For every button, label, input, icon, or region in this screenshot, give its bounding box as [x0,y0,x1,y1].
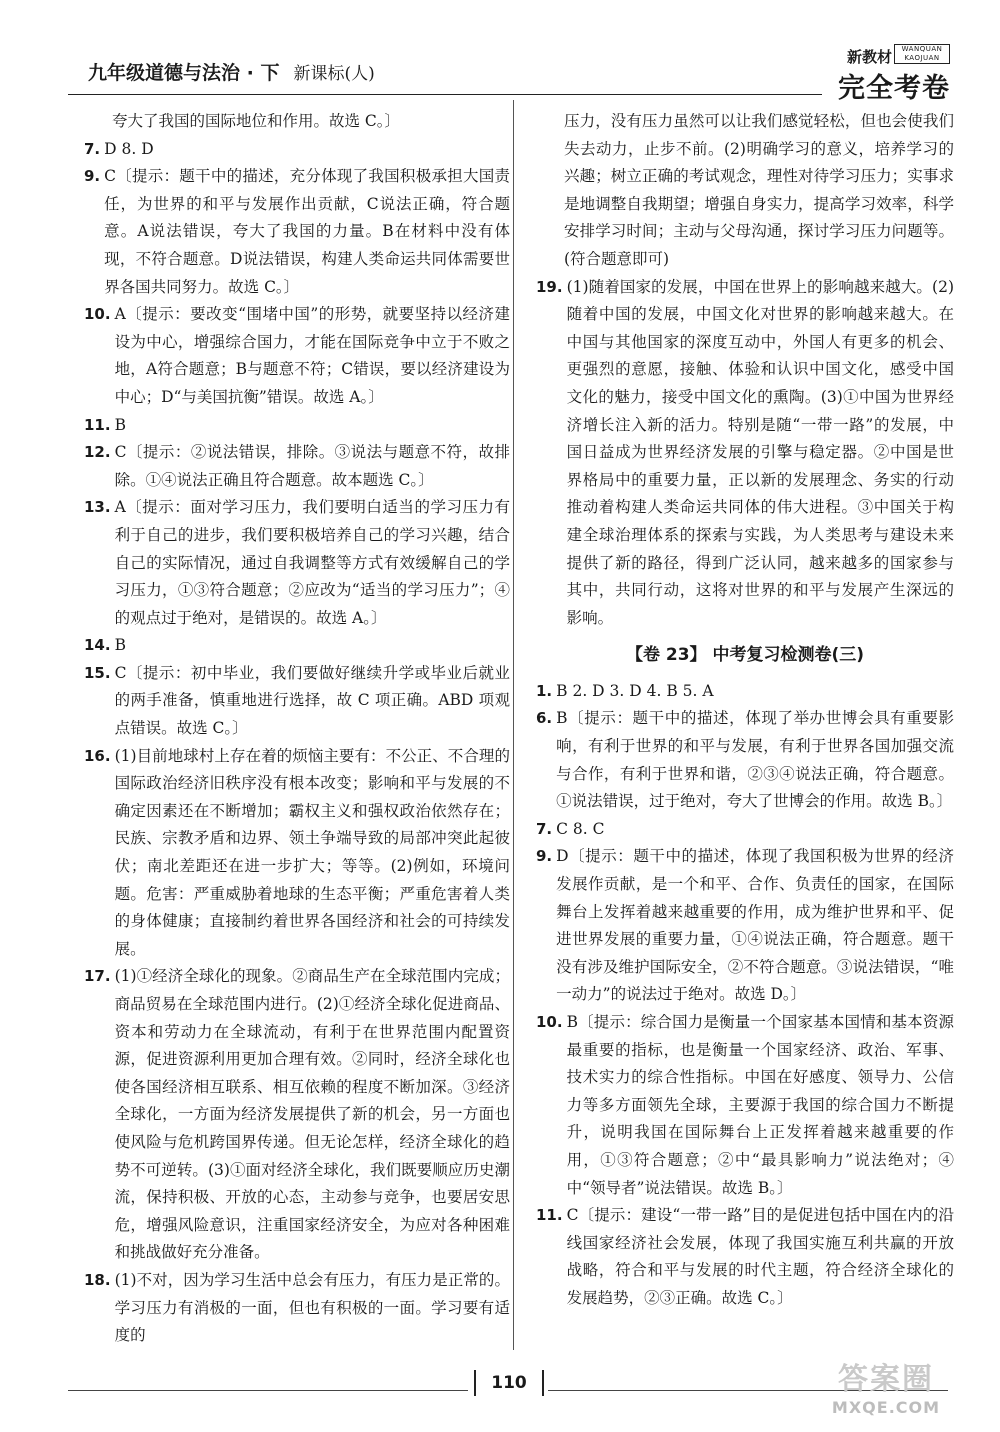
answer-item-11b [536,1202,954,1312]
answer-text: C〔提示：②说法错误，排除。③说法与题意不符，故排除。①④说法正确且符合题意。故本题选 C。〕 [114,443,510,489]
section-title: 【卷 23】 中考复习检测卷(三) [625,645,865,666]
watermark-logo [816,1362,956,1424]
answer-text: (1)目前地球村上存在着的烦恼主要有：不公正、不合理的国际政治经济旧秩序没有根本改变；影响和平与发展的不确定因素还在不断增加；霸权主义和强权政治依然存在；民族、宗教矛盾和边界、领土争端导致的局部冲突此起彼伏；南北差距还在进一步扩大；等等。(2)例如，环境问题。危害：严重威胁着地球的生态平衡；严重危害着人类的身体健康；直接制约着世界各国经济和社会的可持续发展。 [114,746,510,958]
right-column [536,108,954,1313]
answer-item-7 [84,136,510,164]
book-title [88,58,375,85]
answer-number: 10. [536,1013,563,1031]
answer-number: 12. [84,443,111,462]
answer-text: C〔提示：建设“一带一路”目的是促进包括中国在内的沿线国家经济社会发展，体现了我国实施互利共赢的开放战略，符合和平与发展的时代主题，符合经济全球化的发展趋势，②③正确。故选 C。〕 [566,1206,954,1307]
answer-number: 19. [536,277,563,296]
answer-item-1 [536,678,954,706]
answer-number: 7. [536,819,553,838]
brand-small-text: 新教材 [846,48,892,66]
answer-item-14 [84,632,510,660]
answer-text: A〔提示：面对学习压力，我们要明白适当的学习压力有利于自己的进步，我们要积极培养自己的学习兴趣，结合自己的实际情况，通过自我调整等方式有效缓解自己的学习压力，①③符合题意；②应改为“适当的学习压力”；④的观点过于绝对，是错误的。故选 A。〕 [114,498,510,627]
answer-continuation: 夸大了我国的国际地位和作用。故选 C。〕 [112,112,401,130]
answer-text: B [114,636,126,655]
answer-text: C 8. C [556,819,605,838]
answer-item-16 [84,743,510,964]
answer-text: D 8. D [104,139,154,158]
answer-item-13 [84,494,510,632]
answer-number: 9. [536,847,553,866]
answer-number: 10. [84,305,111,324]
brand-pinyin: WANQUAN KAOJUAN [894,44,950,64]
answer-item-10b [536,1009,954,1202]
answer-number: 6. [536,709,553,728]
answer-text: A〔提示：要改变“围堵中国”的形势，就要坚持以经济建设为中心，增强综合国力，才能在国际竞争中立于不败之地，A符合题意；B与题意不符；C错误，要以经济建设为中心；D“与美国抗衡”错误。故选 A。〕 [114,305,510,406]
answer-item-9b [536,843,954,1009]
answer-item-10 [84,301,510,411]
answer-number: 11. [84,415,111,434]
answer-continuation: 压力，没有压力虽然可以让我们感觉轻松，但也会使我们失去动力，止步不前。(2)明确学习的意义，培养学习的兴趣；树立正确的考试观念，理性对待学习压力；实事求是地调整自我期望；增强自身实力，提高学习效率，科学安排学习时间；主动与父母沟通，探讨学习压力问题等。(符合题意即可) [564,112,954,268]
answer-number: 11. [536,1206,563,1225]
answer-number: 15. [84,663,111,682]
answer-item-6 [536,705,954,815]
answer-item-15 [84,660,510,743]
answer-item-9 [84,163,510,301]
left-column [84,108,510,1350]
answer-number: 9. [84,167,101,186]
answer-text: (1)不对，因为学习生活中总会有压力，有压力是正常的。学习压力有消极的一面，但也有积极的一面。学习要有适度的 [114,1270,510,1345]
footer-rule-left [68,1390,468,1391]
answer-item-18 [84,1267,510,1350]
page-number: 110 [474,1370,544,1396]
answer-number: 17. [84,967,111,986]
answer-number: 7. [84,139,101,158]
column-divider [513,100,514,1350]
answer-text: B〔提示：题干中的描述，体现了举办世博会具有重要影响，有利于世界的和平与发展，有利于世界各国加强交流与合作，有利于世界和谐，②③④说法正确，符合题意。①说法错误，过于绝对，夸大了世博会的作用。故选 B。〕 [556,709,954,811]
answer-text: B [114,415,126,434]
answer-text: B 2. D 3. D 4. B 5. A [556,681,714,700]
answer-number: 16. [84,746,111,765]
answer-text: D〔提示：题干中的描述，体现了我国积极为世界的经济发展作贡献，是一个和平、合作、负责任的国家，在国际舞台上发挥着越来越重要的作用，成为维护世界和平、促进世界发展的重要力量，①④说法正确，符合题意。题干没有涉及维护国际安全，②不符合题意。③说法错误，“唯一动力”的说法过于绝对。故选 D。〕 [556,847,954,1004]
answer-item-11 [84,412,510,440]
answer-number: 14. [84,636,111,655]
answer-text: (1)①经济全球化的现象。②商品生产在全球范围内完成；商品贸易在全球范围内进行。(2)①经济全球化促进商品、资本和劳动力在全球流动，有利于在世界范围内配置资源，促进资源利用更加合理有效。②同时，经济全球化也使各国经济相互联系、相互依赖的程度不断加深。③经济全球化，一方面为经济发展提供了新的机会，另一方面也使风险与危机跨国界传递。但无论怎样，经济全球化的趋势不可逆转。(3)①面对经济全球化，我们既要顺应历史潮流，保持积极、开放的心态，主动参与竞争，也要居安思危，增强风险意识，注重国家经济安全，为应对各种困难和挑战做好充分准备。 [114,967,510,1262]
book-title-text: 九年级道德与法治 · 下 [88,62,280,84]
answer-text: C〔提示：题干中的描述，充分体现了我国积极承担大国责任，为世界的和平与发展作出贡献，C说法正确，符合题意。A说法错误，夸大了我国的力量。B在材料中没有体现，不符合题意。D说法错误，构建人类命运共同体需要世界各国共同努力。故选 C。〕 [104,167,510,296]
answer-text: B〔提示：综合国力是衡量一个国家基本国情和基本资源最重要的指标，也是衡量一个国家经济、政治、军事、技术实力的综合性指标。中国在好感度、领导力、公信力等多方面领先全球，主要源于我国的综合国力不断提升，说明我国在国际舞台上正发挥着越来越重要的作用，①③符合题意；②中“最具影响力”说法绝对；④中“领导者”说法错误。故选 B。〕 [566,1013,954,1197]
watermark-bottom: MXQE.COM [831,1398,941,1417]
answer-item-19 [536,274,954,633]
brand-logo [820,40,950,102]
edition-label: 新课标(人) [293,64,375,84]
answer-number: 13. [84,498,111,517]
answer-number: 1. [536,681,553,700]
answer-number: 18. [84,1270,111,1289]
answer-item-7b [536,816,954,844]
brand-big-text: 完全考卷 [838,73,950,104]
watermark-top: 答案圈 [838,1362,934,1397]
answer-item-17 [84,963,510,1267]
answer-text: C〔提示：初中毕业，我们要做好继续升学或毕业后就业的两手准备，慎重地进行选择，故 C 项正确。ABD 项观点错误。故选 C。〕 [114,663,510,738]
answer-text: (1)随着国家的发展，中国在世界上的影响越来越大。(2)随着中国的发展，中国文化对世界的影响越来越大。在中国与其他国家的深度互动中，外国人有更多的机会、更强烈的意愿，接触、体验和认识中国文化，感受中国文化的魅力，接受中国文化的熏陶。(3)①中国为世界经济增长注入新的活力。特别是随“一带一路”的发展，中国日益成为世界经济发展的引擎与稳定器。②中国是世界格局中的重要力量，正以新的发展理念、务实的行动推动着构建人类命运共同体的伟大进程。③中国关于构建全球治理体系的探索与实践，为人类思考与建设未来提供了新的路径，得到广泛认同，越来越多的国家参与其中，共同行动，这将对世界的和平与发展产生深远的影响。 [566,277,954,627]
answer-item-12 [84,439,510,494]
header-rule [68,94,822,95]
